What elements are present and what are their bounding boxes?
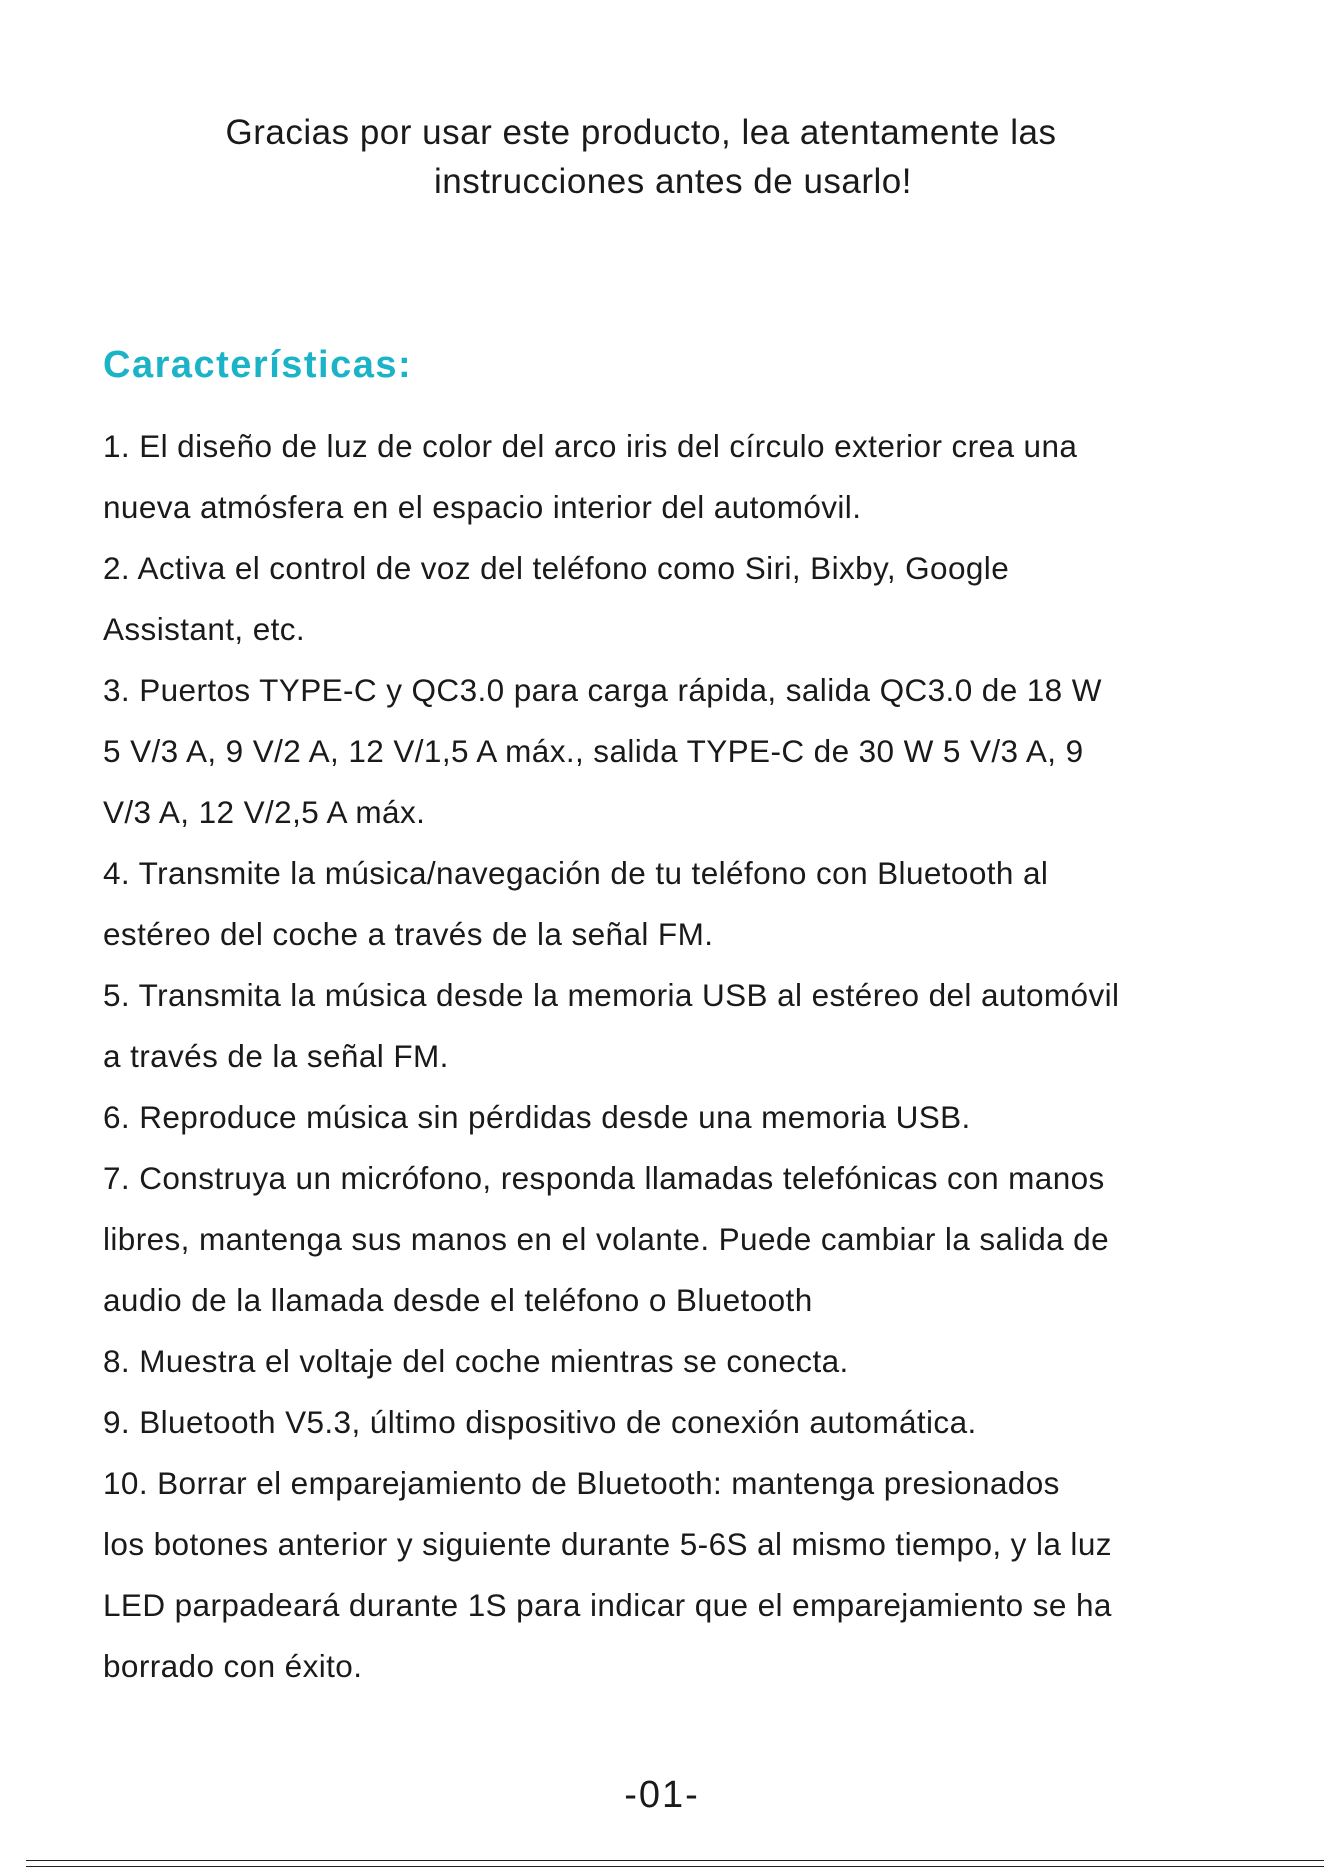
- bottom-divider: [26, 1866, 1324, 1867]
- feature-line: 1. El diseño de luz de color del arco iris del círculo exterior crea una: [103, 428, 1078, 464]
- feature-line: 8. Muestra el voltaje del coche mientras se conecta.: [103, 1343, 849, 1379]
- feature-line: LED parpadeará durante 1S para indicar que el emparejamiento se ha: [103, 1587, 1112, 1623]
- feature-line: 5. Transmita la música desde la memoria USB al estéreo del automóvil: [103, 977, 1120, 1013]
- features-list: [103, 416, 1233, 1697]
- feature-line: 9. Bluetooth V5.3, último dispositivo de conexión automática.: [103, 1404, 977, 1440]
- feature-line: 7. Construya un micrófono, responda llamadas telefónicas con manos: [103, 1160, 1105, 1196]
- feature-line: los botones anterior y siguiente durante 5-6S al mismo tiempo, y la luz: [103, 1526, 1112, 1562]
- feature-line: nueva atmósfera en el espacio interior del automóvil.: [103, 489, 862, 525]
- feature-line: audio de la llamada desde el teléfono o Bluetooth: [103, 1282, 813, 1318]
- intro-message: [0, 108, 1324, 206]
- feature-line: Assistant, etc.: [103, 611, 306, 647]
- page-number: -01-: [624, 1774, 700, 1816]
- feature-line: 4. Transmite la música/navegación de tu teléfono con Bluetooth al: [103, 855, 1049, 891]
- feature-line: V/3 A, 12 V/2,5 A máx.: [103, 794, 426, 830]
- bottom-divider: [26, 1860, 1324, 1861]
- feature-line: 5 V/3 A, 9 V/2 A, 12 V/1,5 A máx., salida TYPE-C de 30 W 5 V/3 A, 9: [103, 733, 1084, 769]
- feature-line: 3. Puertos TYPE-C y QC3.0 para carga rápida, salida QC3.0 de 18 W: [103, 672, 1102, 708]
- feature-line: 6. Reproduce música sin pérdidas desde una memoria USB.: [103, 1099, 971, 1135]
- feature-line: a través de la señal FM.: [103, 1038, 449, 1074]
- feature-line: libres, mantenga sus manos en el volante. Puede cambiar la salida de: [103, 1221, 1110, 1257]
- feature-line: 2. Activa el control de voz del teléfono como Siri, Bixby, Google: [103, 550, 1010, 586]
- intro-line-2: instrucciones antes de usarlo!: [433, 162, 913, 201]
- feature-line: borrado con éxito.: [103, 1648, 363, 1684]
- feature-line: estéreo del coche a través de la señal FM.: [103, 916, 714, 952]
- intro-line-1: Gracias por usar este producto, lea atentamente las: [225, 113, 1057, 152]
- section-title: Características:: [103, 344, 413, 386]
- feature-line: 10. Borrar el emparejamiento de Bluetooth: mantenga presionados: [103, 1465, 1060, 1501]
